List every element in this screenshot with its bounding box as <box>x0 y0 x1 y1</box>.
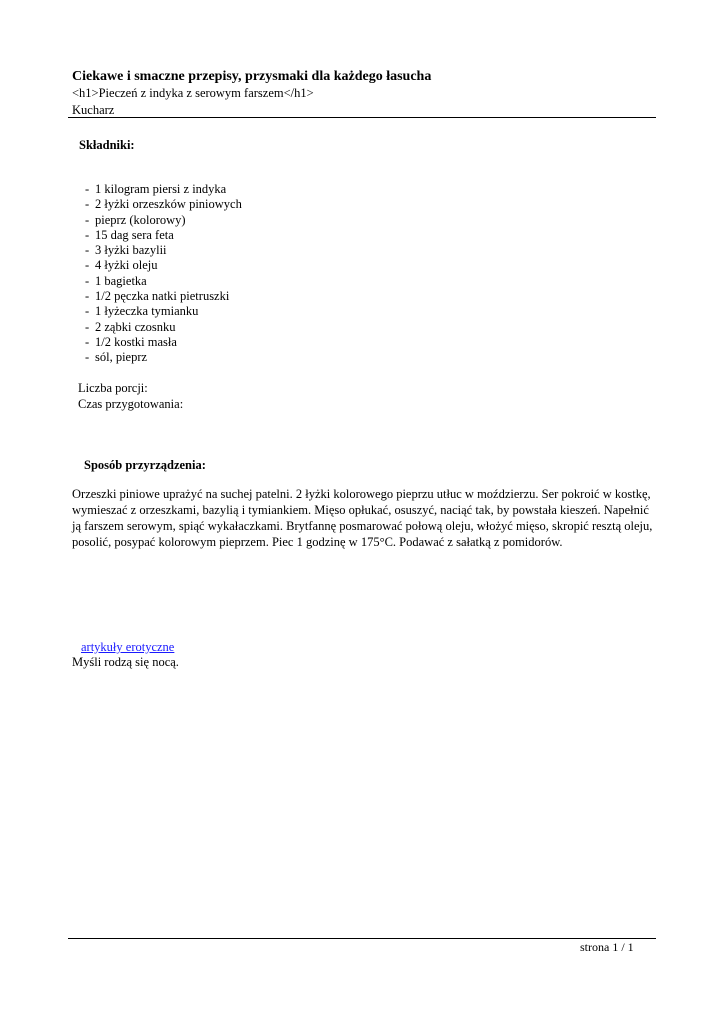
list-dash: - <box>85 319 90 334</box>
ingredient-item <box>85 320 242 335</box>
site-title: Ciekawe i smaczne przepisy, przysmaki dla każdego łasucha <box>72 69 432 84</box>
list-dash: - <box>85 304 90 319</box>
ingredient-item <box>85 182 242 197</box>
method-text: Orzeszki piniowe uprażyć na suchej patelni. 2 łyżki kolorowego pieprzu utłuc w moździerzu. Ser pokroić w kostkę, wymieszać z orzeszkami, bazylią i tymiankiem. Mięso opłukać, osuszyć, naciąć tak, by powstała kieszeń. Napełnić ją farszem serowym, spiąć wykałaczkami. Brytfannę posmarować połową oleju, włożyć mięso, skropić resztą oleju, posolić, posypać kolorowym pieprzem. Piec 1 godzinę w 175°C. Podawać z sałatką z pomidorów. <box>72 487 653 549</box>
ingredient-text: 15 dag sera feta <box>95 227 174 242</box>
list-dash: - <box>85 258 90 273</box>
header-divider <box>68 117 656 118</box>
footer-quote: Myśli rodzą się nocą. <box>72 655 179 669</box>
ingredients-list <box>85 182 242 366</box>
ingredients-heading: Składniki: <box>79 138 135 152</box>
ingredient-item <box>85 304 242 319</box>
ingredient-text: 1/2 kostki masła <box>95 334 177 349</box>
ingredient-text: 1 kilogram piersi z indyka <box>95 182 227 196</box>
list-dash: - <box>85 197 90 212</box>
list-dash: - <box>85 350 90 365</box>
list-dash: - <box>85 273 90 288</box>
list-dash: - <box>85 182 90 196</box>
ingredient-text: 2 łyżki orzeszków piniowych <box>95 197 242 212</box>
ingredient-item <box>85 335 242 350</box>
erotic-articles-link[interactable]: artykuły erotyczne <box>81 640 175 654</box>
ingredient-text: sól, pieprz <box>95 350 148 365</box>
ingredient-item <box>85 350 242 365</box>
ingredient-text: 1/2 pęczka natki pietruszki <box>95 289 230 304</box>
ingredient-text: 1 łyżeczka tymianku <box>95 304 199 319</box>
page-number: strona 1 / 1 <box>580 940 634 954</box>
ingredient-text: pieprz (kolorowy) <box>95 212 186 227</box>
method-heading: Sposób przyrządzenia: <box>84 458 206 472</box>
ingredient-item <box>85 197 242 212</box>
author-label: Kucharz <box>72 103 115 117</box>
ingredient-text: 2 ząbki czosnku <box>95 319 176 334</box>
ingredient-item <box>85 289 242 304</box>
list-dash: - <box>85 289 90 304</box>
ingredient-text: 4 łyżki oleju <box>95 258 158 273</box>
ingredient-item <box>85 243 242 258</box>
list-dash: - <box>85 212 90 227</box>
ingredient-item <box>85 213 242 228</box>
list-dash: - <box>85 243 90 258</box>
recipe-title: <h1>Pieczeń z indyka z serowym farszem</h1> <box>72 86 314 100</box>
document-header <box>72 68 656 119</box>
list-dash: - <box>85 227 90 242</box>
ingredient-item <box>85 258 242 273</box>
servings-label: Liczba porcji: <box>78 381 148 395</box>
recipe-meta <box>78 381 183 412</box>
list-dash: - <box>85 334 90 349</box>
ingredient-item <box>85 228 242 243</box>
ingredient-item <box>85 274 242 289</box>
ingredient-text: 1 bagietka <box>95 273 147 288</box>
ingredient-text: 3 łyżki bazylii <box>95 243 167 258</box>
footer-divider <box>68 938 656 939</box>
prep-time-label: Czas przygotowania: <box>78 396 184 411</box>
